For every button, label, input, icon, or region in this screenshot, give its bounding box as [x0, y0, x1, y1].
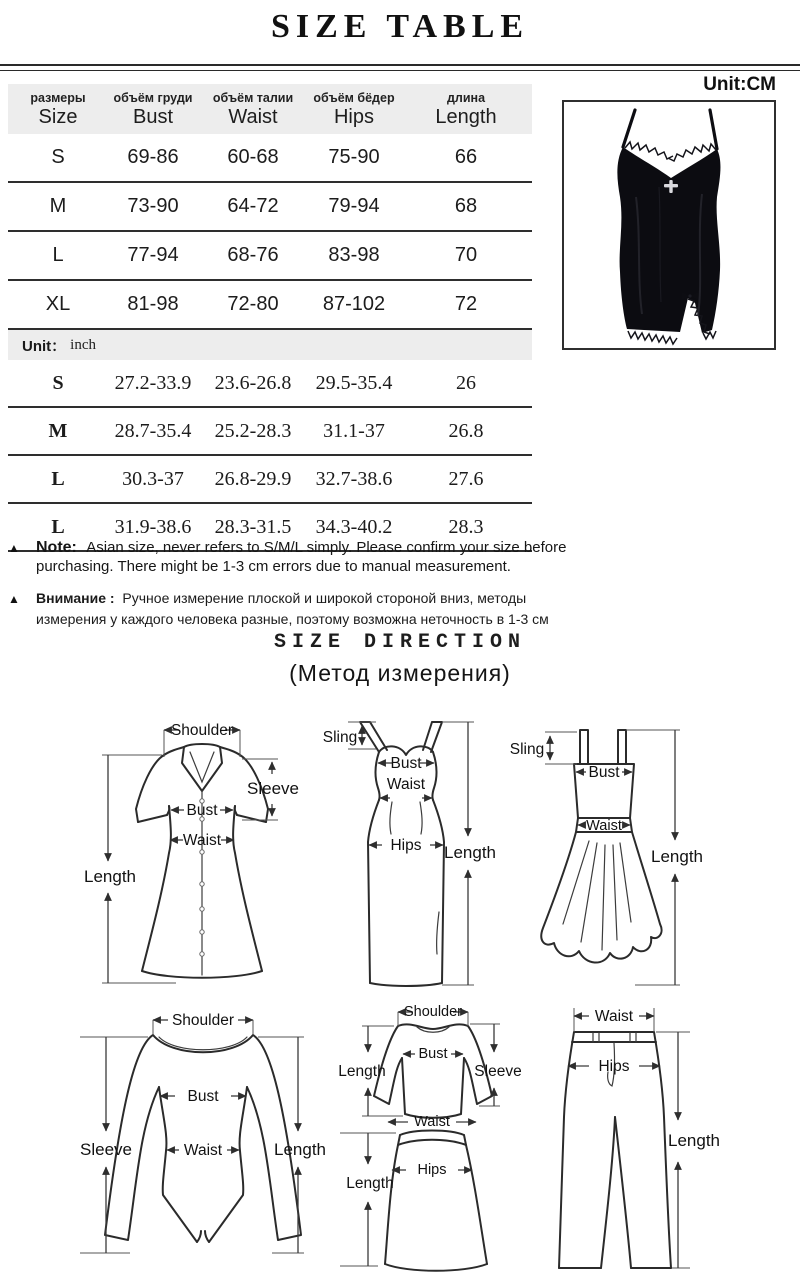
note-russian — [8, 588, 596, 630]
measure-label-length: Length — [444, 843, 496, 862]
measure-label-shoulder: Shoulder — [170, 722, 234, 739]
cell-waist: 72-80 — [227, 293, 279, 315]
header-en: Size — [38, 105, 78, 128]
note-triangle-icon: ▲ — [8, 592, 20, 606]
table-row-inch-s — [8, 360, 532, 408]
measure-label-shoulder: Shoulder — [171, 1012, 235, 1029]
cell-hips: 32.7-38.6 — [315, 467, 393, 490]
title-divider — [0, 64, 800, 71]
cell-length: 26.8 — [448, 419, 484, 442]
unit-inch-value: inch — [70, 336, 96, 353]
measure-bust — [403, 1046, 463, 1062]
garment-outline — [385, 1131, 487, 1271]
cell-bust: 81-98 — [127, 293, 179, 315]
measure-label-length: Length — [346, 1175, 394, 1192]
measure-bust — [576, 764, 632, 781]
table-row-inch-l — [8, 456, 532, 504]
measure-hips — [568, 1058, 660, 1075]
measure-label-sling: Sling — [509, 741, 545, 758]
measure-label-length: Length — [84, 867, 136, 886]
cell-hips: 75-90 — [328, 146, 380, 168]
cell-waist: 23.6-26.8 — [214, 371, 292, 394]
header-ru: объём талии — [212, 90, 294, 105]
measure-sleeve — [80, 1037, 148, 1253]
cell-length: 66 — [454, 146, 478, 168]
header-ru: длина — [446, 90, 486, 105]
note-label: Note: — [36, 539, 77, 556]
cell-size: S — [51, 146, 65, 168]
cell-size: L — [51, 467, 65, 490]
cell-hips: 79-94 — [328, 195, 380, 217]
measure-label-sleeve: Sleeve — [247, 779, 299, 798]
cell-bust: 28.7-35.4 — [114, 419, 192, 442]
measure-label-bust: Bust — [418, 1046, 448, 1062]
measure-sleeve — [242, 759, 299, 820]
table-row-cm-xl — [8, 281, 532, 330]
measure-length — [442, 722, 496, 985]
cell-bust: 77-94 — [127, 244, 179, 266]
cell-waist: 60-68 — [227, 146, 279, 168]
header-en: Length — [435, 105, 497, 128]
cell-size: L — [51, 515, 65, 538]
diagram-slip-dress — [318, 700, 496, 990]
measure-label-sling: Sling — [322, 729, 358, 746]
measure-waist — [388, 1114, 476, 1130]
measure-length — [84, 755, 176, 983]
cell-waist: 64-72 — [227, 195, 279, 217]
note-triangle-icon: ▲ — [8, 541, 20, 555]
measure-sleeve — [470, 1024, 522, 1106]
measure-waist — [167, 1142, 239, 1159]
cell-length: 28.3 — [448, 515, 484, 538]
note-text: Ручное измерение плоской и широкой стороной вниз, методы измерения у каждого человека разные, поэтому возможна неточность в 1-3 см — [36, 590, 549, 627]
diagram-strap-dress — [505, 700, 715, 990]
cell-length: 68 — [454, 195, 478, 217]
cell-waist: 68-76 — [227, 244, 279, 266]
cell-hips: 31.1-37 — [323, 419, 385, 442]
cell-hips: 29.5-35.4 — [315, 371, 393, 394]
cell-length: 72 — [454, 293, 478, 315]
measure-label-length: Length — [651, 847, 703, 866]
measure-label-hips: Hips — [417, 1162, 447, 1178]
measure-waist — [170, 832, 234, 849]
cell-waist: 25.2-28.3 — [214, 419, 292, 442]
measure-label-waist: Waist — [586, 818, 622, 834]
column-header-hips — [308, 91, 400, 128]
column-header-bust — [108, 91, 198, 128]
unit-inch-bar — [8, 330, 532, 360]
cell-bust: 69-86 — [127, 146, 179, 168]
measure-label-shoulder: Shoulder — [403, 1004, 463, 1020]
cell-size: S — [52, 371, 64, 394]
product-dress-illustration — [564, 102, 774, 346]
measure-hips — [392, 1162, 472, 1178]
page-title: SIZE TABLE — [270, 8, 530, 45]
table-row-cm-l — [8, 232, 532, 281]
table-header-row — [8, 84, 532, 134]
size-direction-subtitle: (Метод измерения) — [289, 660, 511, 686]
measure-label-waist: Waist — [386, 776, 426, 793]
product-photo-frame — [562, 100, 776, 350]
dress-body — [617, 147, 720, 333]
measure-label-hips: Hips — [598, 1058, 630, 1075]
diagram-bodysuit — [60, 995, 326, 1280]
measure-label-length: Length — [338, 1063, 386, 1080]
diagram-shirt-dress — [72, 703, 312, 988]
measure-length — [340, 1133, 396, 1266]
header-ru: объём бёдер — [313, 90, 395, 105]
note-label: Внимание : — [36, 590, 115, 606]
measure-hips — [369, 837, 443, 854]
measure-shoulder — [164, 722, 240, 757]
cell-hips: 87-102 — [322, 293, 386, 315]
cell-bust: 31.9-38.6 — [114, 515, 192, 538]
measure-bust — [160, 1088, 246, 1105]
measure-label-waist: Waist — [594, 1008, 634, 1025]
size-direction-title: SIZE DIRECTION — [273, 631, 527, 654]
measure-shoulder — [153, 1012, 253, 1035]
header-ru: размеры — [30, 90, 86, 105]
cell-length: 70 — [454, 244, 478, 266]
cell-bust: 27.2-33.9 — [114, 371, 192, 394]
garment-outline — [105, 1035, 301, 1242]
table-row-cm-m — [8, 183, 532, 232]
cell-size: M — [49, 195, 67, 217]
garment-details — [390, 802, 439, 954]
note-english — [8, 538, 588, 576]
garment-details — [190, 752, 214, 975]
header-en: Bust — [132, 105, 174, 128]
measure-label-bust: Bust — [390, 755, 422, 772]
unit-inch-label: Unit： — [22, 337, 67, 355]
unit-cm-label: Unit:CM — [703, 74, 776, 95]
cell-size: L — [52, 244, 64, 266]
header-ru: объём груди — [113, 90, 193, 105]
cell-hips: 83-98 — [328, 244, 380, 266]
measure-shoulder — [398, 1004, 468, 1026]
measure-label-sleeve: Sleeve — [80, 1140, 132, 1159]
column-header-length — [400, 91, 532, 128]
garment-details — [563, 841, 631, 950]
measure-length — [338, 1026, 403, 1116]
header-en: Waist — [228, 105, 278, 128]
measure-label-waist: Waist — [414, 1114, 450, 1130]
cell-bust: 73-90 — [127, 195, 179, 217]
measure-waist — [380, 776, 432, 798]
measure-waist — [574, 1008, 654, 1032]
header-en: Hips — [333, 105, 374, 128]
measure-length — [258, 1037, 326, 1253]
diagram-skirt — [328, 1108, 533, 1276]
table-row-cm-s — [8, 134, 532, 183]
cell-length: 26 — [456, 371, 476, 394]
measure-bust — [378, 755, 434, 772]
measure-label-hips: Hips — [390, 837, 422, 854]
cell-length: 27.6 — [448, 467, 484, 490]
cell-hips: 34.3-40.2 — [315, 515, 393, 538]
measure-label-length: Length — [668, 1131, 720, 1150]
column-header-size — [8, 91, 108, 128]
size-table — [8, 84, 532, 552]
diagram-pants — [532, 992, 797, 1280]
measure-label-waist: Waist — [182, 832, 222, 849]
cell-size: XL — [45, 293, 71, 315]
measure-label-bust: Bust — [187, 1088, 219, 1105]
column-header-waist — [198, 91, 308, 128]
measure-bust — [171, 802, 233, 819]
table-row-inch-m — [8, 408, 532, 456]
note-text: Asian size, never refers to S/M/L simply. Please confirm your size before purchasing. There might be 1-3 cm errors due to manual measurement. — [36, 539, 567, 575]
measure-label-bust: Bust — [588, 764, 620, 781]
measure-sling — [510, 732, 577, 764]
measure-label-waist: Waist — [183, 1142, 223, 1159]
measure-label-sleeve: Sleeve — [474, 1063, 522, 1080]
cell-waist: 26.8-29.9 — [214, 467, 292, 490]
measure-length — [626, 730, 703, 985]
cell-bust: 30.3-37 — [122, 467, 184, 490]
cell-waist: 28.3-31.5 — [214, 515, 292, 538]
measure-label-length: Length — [274, 1140, 326, 1159]
cell-size: M — [48, 419, 68, 442]
measure-label-bust: Bust — [186, 802, 218, 819]
